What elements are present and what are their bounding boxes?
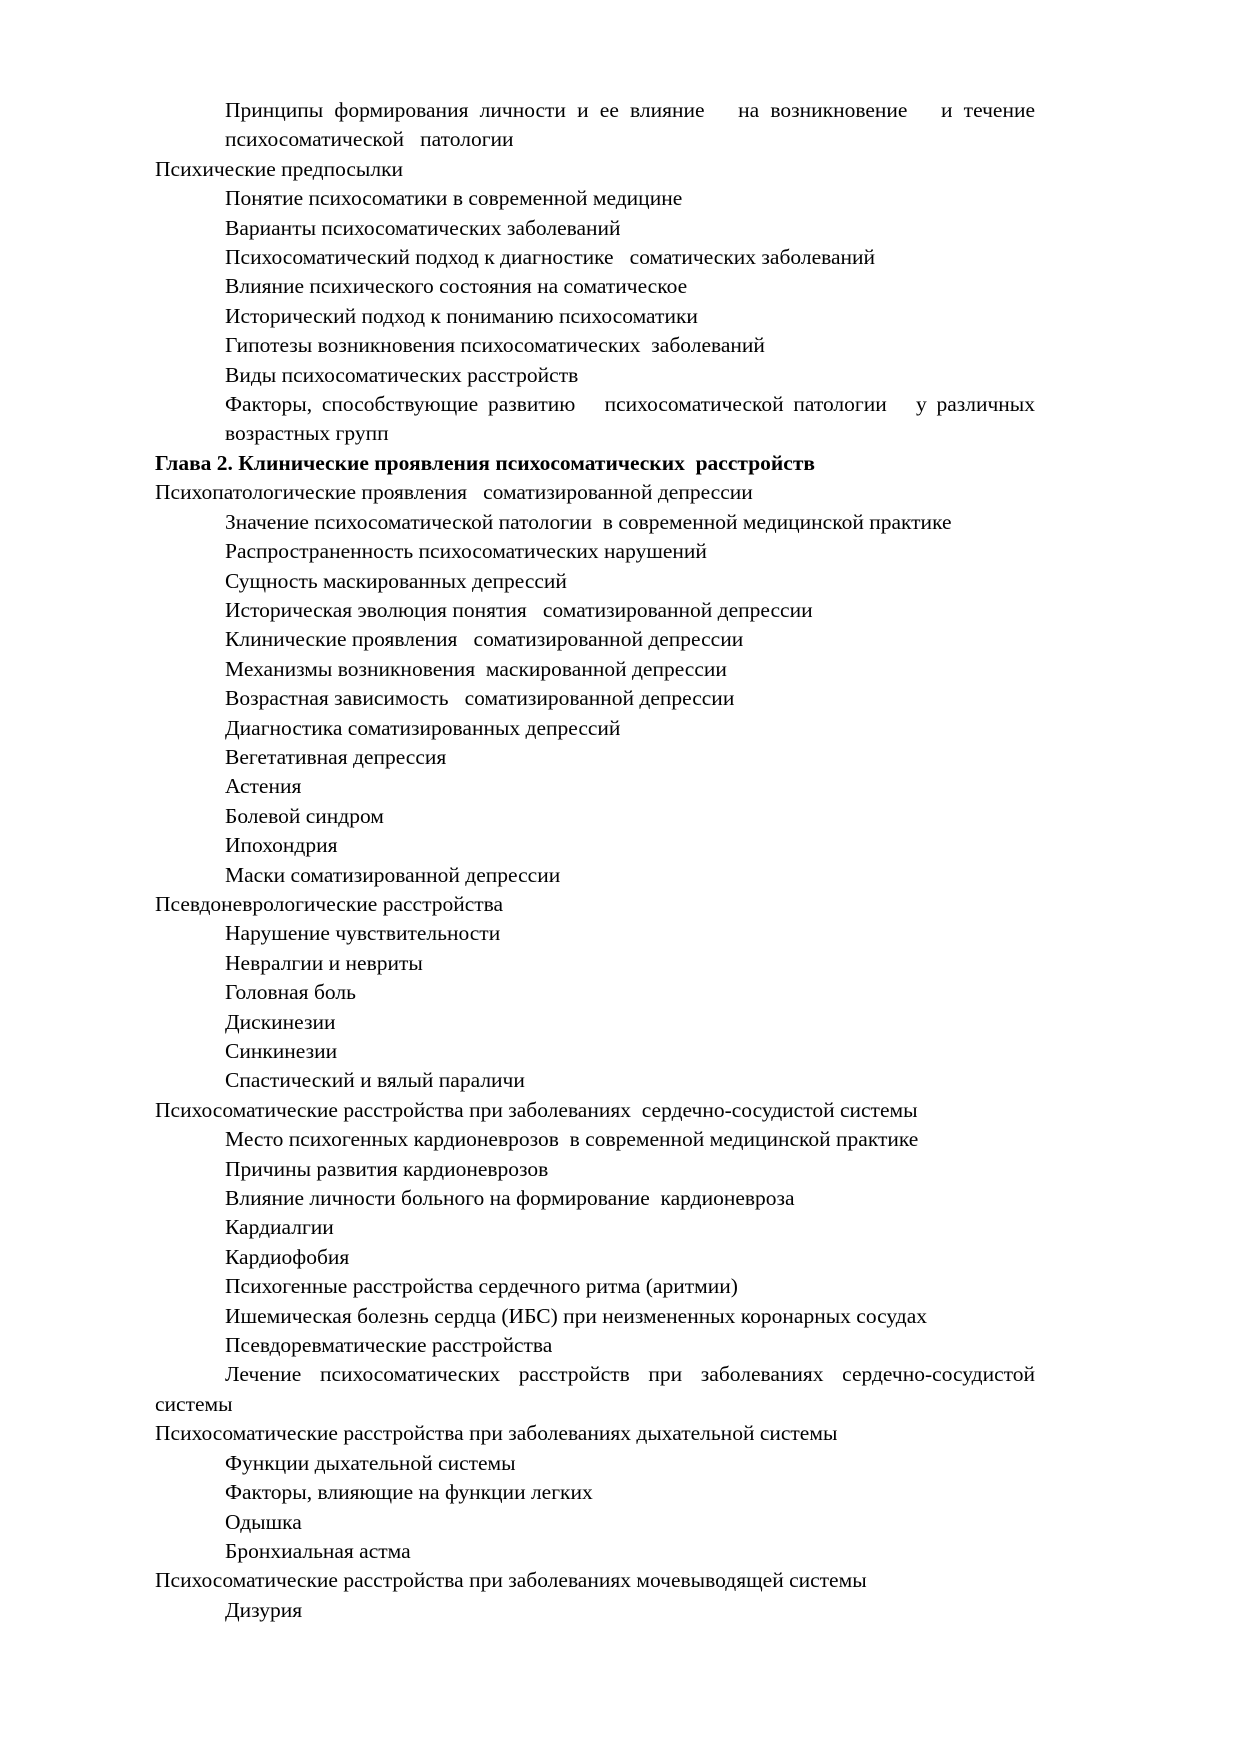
toc-sub-entry: Диагностика соматизированных депрессий xyxy=(225,715,621,740)
toc-sub-entry: Факторы, влияющие на функции легких xyxy=(225,1480,593,1505)
toc-sub-entry: Невралгии и невриты xyxy=(225,950,423,975)
toc-sub-entry: Синкинезии xyxy=(225,1039,338,1063)
toc-sub-entry: Распространенность психосоматических нарушений xyxy=(225,539,707,564)
toc-sub-entry: Астения xyxy=(225,774,302,799)
toc-sub-entry: Нарушение чувствительности xyxy=(225,921,501,946)
toc-sub-entry: Факторы, способствующие развитию психосоматической патологии у различных возрастных групп xyxy=(225,392,1041,446)
toc-sub-entry: Влияние личности больного на формирование кардионевроза xyxy=(225,1186,795,1211)
toc-sub-entry: Кардиофобия xyxy=(225,1244,350,1269)
table-of-contents xyxy=(155,96,1041,1625)
toc-sub-entry: Виды психосоматических расстройств xyxy=(225,362,579,387)
toc-sub-entry: Историческая эволюция понятия соматизированной депрессии xyxy=(225,597,813,622)
toc-sub-entry: Функции дыхательной системы xyxy=(225,1450,516,1475)
toc-sub-entry: Дизурия xyxy=(225,1597,303,1622)
toc-section-entry: Психосоматические расстройства при заболеваниях сердечно-сосудистой системы xyxy=(155,1097,918,1122)
toc-sub-entry: Кардиалгии xyxy=(225,1215,334,1240)
toc-sub-entry: Дискинезии xyxy=(225,1009,336,1034)
toc-chapter-heading: Глава 2. Клинические проявления психосоматических расстройств xyxy=(155,450,816,475)
toc-sub-entry: Возрастная зависимость соматизированной депрессии xyxy=(225,686,735,711)
toc-sub-entry: Маски соматизированной депрессии xyxy=(225,862,561,887)
toc-sub-entry: Ипохондрия xyxy=(225,833,338,858)
toc-section-entry: Психические предпосылки xyxy=(155,156,404,181)
toc-sub-entry: Понятие психосоматики в современной медицине xyxy=(225,186,683,211)
toc-sub-entry: Значение психосоматической патологии в современной медицинской практике xyxy=(225,509,952,534)
toc-sub-entry: Клинические проявления соматизированной депрессии xyxy=(225,627,744,652)
toc-section-entry: Психопатологические проявления соматизированной депрессии xyxy=(155,480,753,505)
toc-sub-entry: Гипотезы возникновения психосоматических заболеваний xyxy=(225,333,765,358)
toc-sub-entry: Псевдоревматические расстройства xyxy=(225,1333,553,1358)
toc-sub-entry: Влияние психического состояния на соматическое xyxy=(225,274,688,299)
toc-sub-entry: Психогенные расстройства сердечного ритма (аритмии) xyxy=(225,1274,738,1299)
toc-sub-entry: Бронхиальная астма xyxy=(225,1538,411,1563)
toc-sub-entry: Психосоматический подход к диагностике соматических заболеваний xyxy=(225,245,876,270)
toc-sub-entry: Лечение психосоматических расстройств при заболеваниях сердечно-сосудистой системы xyxy=(155,1362,1041,1416)
toc-sub-entry: Механизмы возникновения маскированной депрессии xyxy=(225,656,727,681)
toc-sub-entry: Принципы формирования личности и ее влияние на возникновение и течение психосоматической патологии xyxy=(225,98,1041,152)
toc-sub-entry: Ишемическая болезнь сердца (ИБС) при неизмененных коронарных сосудах xyxy=(225,1303,928,1328)
toc-sub-entry: Одышка xyxy=(225,1509,302,1534)
toc-sub-entry: Причины развития кардионеврозов xyxy=(225,1156,549,1181)
toc-section-entry: Психосоматические расстройства при заболеваниях мочевыводящей системы xyxy=(155,1568,867,1593)
toc-sub-entry: Вегетативная депрессия xyxy=(225,744,447,769)
toc-section-entry: Психосоматические расстройства при заболеваниях дыхательной системы xyxy=(155,1421,838,1446)
toc-section-entry: Псевдоневрологические расстройства xyxy=(155,891,504,916)
toc-sub-entry: Исторический подход к пониманию психосоматики xyxy=(225,303,698,328)
toc-sub-entry: Варианты психосоматических заболеваний xyxy=(225,215,621,240)
toc-sub-entry: Головная боль xyxy=(225,980,356,1005)
toc-sub-entry: Спастический и вялый параличи xyxy=(225,1068,525,1093)
toc-sub-entry: Сущность маскированных депрессий xyxy=(225,568,567,593)
toc-sub-entry: Место психогенных кардионеврозов в современной медицинской практике xyxy=(225,1127,919,1152)
toc-sub-entry: Болевой синдром xyxy=(225,803,384,828)
